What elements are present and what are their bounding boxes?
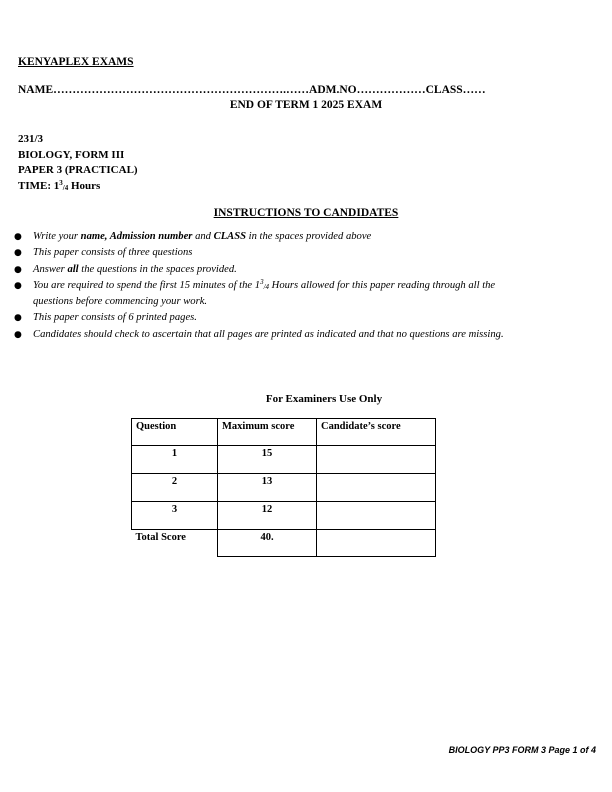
question-number: 2 xyxy=(171,476,178,487)
examiners-score-table xyxy=(131,418,436,557)
max-score-value: 12 xyxy=(261,504,273,515)
instruction-sub: /4 xyxy=(263,282,270,291)
instruction-text: the questions in the spaces provided. xyxy=(78,263,237,275)
question-number: 3 xyxy=(171,504,178,515)
table-row xyxy=(132,474,436,502)
candidate-score-cell[interactable] xyxy=(317,474,436,502)
question-cell xyxy=(132,502,218,530)
total-candidate-cell[interactable] xyxy=(317,530,436,557)
header-candidate-score xyxy=(317,419,436,446)
time-sup: 3 xyxy=(59,178,63,187)
instruction-emphasis: name, Admission number xyxy=(80,231,193,242)
paper-info xyxy=(18,132,138,194)
time-unit: Hours xyxy=(68,179,101,192)
bullet-icon: ● xyxy=(14,232,22,242)
header-question-label: Question xyxy=(136,421,177,432)
instruction-item xyxy=(14,245,584,261)
total-score-label: Total Score xyxy=(135,532,186,543)
bullet-icon: ● xyxy=(14,280,22,291)
instruction-text: Hours allowed for this paper reading through all the xyxy=(269,279,496,291)
instruction-text: Answer xyxy=(33,263,68,275)
max-score-cell xyxy=(218,474,317,502)
candidate-score-value[interactable] xyxy=(317,474,435,478)
time-sub: /4 xyxy=(62,183,69,192)
instruction-text: Candidates should check to ascertain that all pages are printed as indicated and that no questions are missing. xyxy=(33,328,504,340)
max-score-cell xyxy=(218,502,317,530)
instruction-text: questions before commencing your work. xyxy=(33,296,208,308)
max-score-value: 13 xyxy=(261,476,273,487)
instruction-text: You are required to spend the first 15 minutes of the 1 xyxy=(33,279,261,291)
table-header-row xyxy=(132,419,436,446)
name-admission-class-line: NAME…………………………………………………….……ADM.NO………………CLASS…… xyxy=(18,84,486,96)
instruction-sup: 3 xyxy=(260,277,264,286)
instructions-heading: INSTRUCTIONS TO CANDIDATES xyxy=(213,207,399,219)
instruction-text: and xyxy=(192,231,214,242)
bullet-icon: ● xyxy=(14,329,22,340)
question-cell xyxy=(132,474,218,502)
total-max-cell xyxy=(218,530,317,557)
instruction-emphasis: all xyxy=(67,263,79,275)
header-maximum-score-label: Maximum score xyxy=(222,421,295,432)
candidate-score-cell[interactable] xyxy=(317,502,436,530)
table-row xyxy=(132,446,436,474)
paper-subject: BIOLOGY, FORM III xyxy=(18,148,125,161)
question-number: 1 xyxy=(171,448,178,459)
bullet-icon: ● xyxy=(14,248,22,259)
total-label-cell xyxy=(132,530,218,557)
bullet-icon: ● xyxy=(14,264,22,275)
instruction-item xyxy=(14,327,584,343)
instruction-item xyxy=(14,229,584,245)
time-label: TIME: 1 xyxy=(18,179,60,192)
instruction-item xyxy=(14,310,584,326)
max-score-cell xyxy=(218,446,317,474)
instruction-item xyxy=(14,278,584,311)
instruction-emphasis: CLASS xyxy=(213,231,247,242)
examiners-use-title: For Examiners Use Only xyxy=(265,393,383,405)
table-row xyxy=(132,502,436,530)
instruction-text: This paper consists of three questions xyxy=(33,247,193,259)
paper-number: PAPER 3 (PRACTICAL) xyxy=(18,164,138,177)
header-candidate-score-label: Candidate’s score xyxy=(321,421,401,432)
exam-body-title: KENYAPLEX EXAMS xyxy=(18,56,134,68)
paper-code: 231/3 xyxy=(18,133,44,145)
instruction-text: in the spaces provided above xyxy=(246,231,372,242)
question-cell xyxy=(132,446,218,474)
exam-title: END OF TERM 1 2025 EXAM xyxy=(229,99,383,111)
total-candidate-value[interactable] xyxy=(317,530,435,534)
candidate-score-cell[interactable] xyxy=(317,446,436,474)
instruction-item xyxy=(14,262,584,278)
total-max-value: 40. xyxy=(260,532,274,543)
total-score-row xyxy=(132,530,436,557)
candidate-score-value[interactable] xyxy=(317,502,435,506)
paper-time xyxy=(18,179,138,195)
instruction-text: This paper consists of 6 printed pages. xyxy=(33,312,197,324)
bullet-icon: ● xyxy=(14,313,22,324)
header-question xyxy=(132,419,218,446)
max-score-value: 15 xyxy=(261,448,273,459)
candidate-score-value[interactable] xyxy=(317,446,435,450)
page-footer: BIOLOGY PP3 FORM 3 Page 1 of 4 xyxy=(448,745,596,755)
instruction-text: Write your xyxy=(33,231,81,242)
instructions-list xyxy=(14,229,584,343)
header-maximum-score xyxy=(218,419,317,446)
